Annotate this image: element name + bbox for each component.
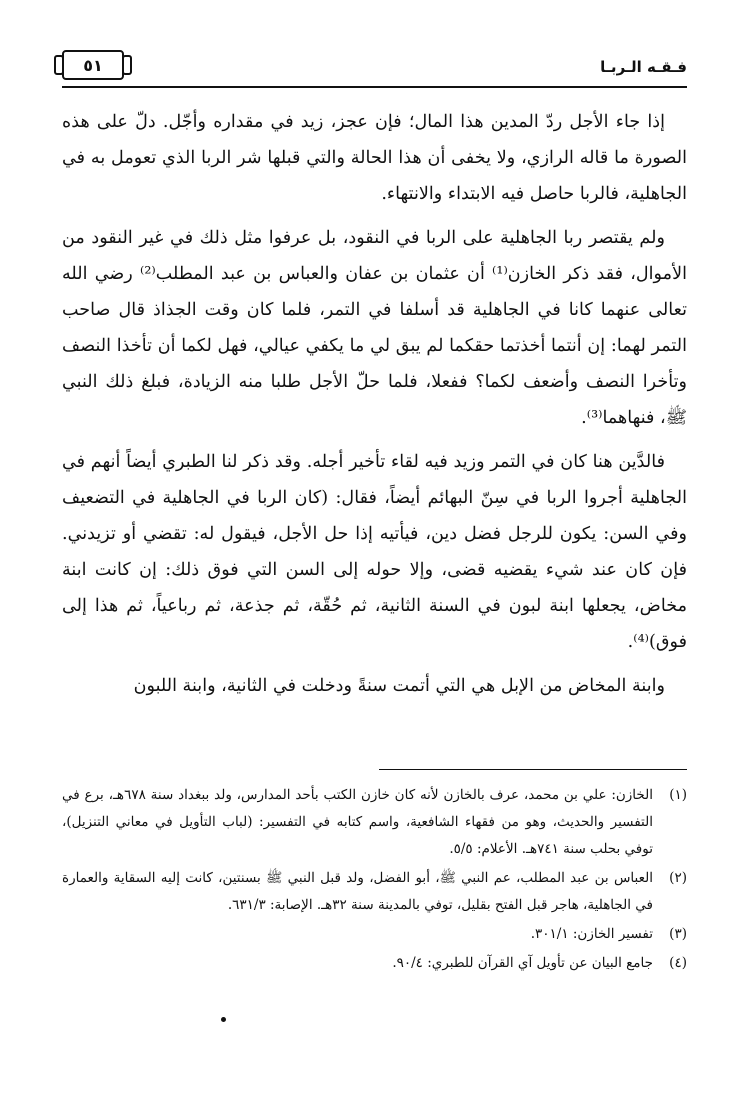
- footnote: [62, 782, 687, 863]
- paragraph: ولم يقتصر ربا الجاهلية على الربا في النقود، بل عرفوا مثل ذلك في غير النقود من الأموال، فقد ذكر الخازن⁽¹⁾ أن عثمان بن عفان والعباس بن عبد المطلب⁽²⁾ رضي الله تعالى عنهما كانا في الجاهلية قد أسلفا في التمر، فلما كان وقت الجذاذ قال صاحب التمر لهما: إن أنتما أخذتما حقكما لم يبق لي ما يكفي عيالي، فهل لكما أن تأخذا النصف وتأخرا النصف وأضعف لكما؟ ففعلا، فلما حلّ الأجل طلبا منه الزيادة، فبلغ ذلك النبي ﷺ، فنهاهما⁽³⁾.: [62, 228, 687, 428]
- footnote-text: الخازن: علي بن محمد، عرف بالخازن لأنه كان خازن الكتب بأحد المدارس، ولد ببغداد سنة ٦٧٨هـ، برع في التفسير والحديث، وهو من فقهاء الشافعية، واسم كتابه في التفسير: (لباب التأويل في معاني التنزيل)، توفي بحلب سنة ٧٤١هـ. الأعلام: ٥/٥.: [62, 787, 654, 857]
- paragraph: إذا جاء الأجل ردّ المدين هذا المال؛ فإن عجز، زيد في مقداره وأجّل. دلّ على هذه الصورة ما قاله الرازي، ولا يخفى أن هذا الحالة والتي قبلها شر الربا الذي تعومل به في الجاهلية، فالربا حاصل فيه الابتداء والانتهاء.: [62, 112, 687, 204]
- footnote: [62, 865, 687, 919]
- paragraph: فالدَّين هنا كان في التمر وزيد فيه لقاء تأخير أجله. وقد ذكر لنا الطبري أيضاً أنهم في الجاهلية أجروا الربا في سِنّ البهائم أيضاً، فقال: (كان الربا في الجاهلية في التضعيف وفي السن: يكون للرجل فضل دين، فيأتيه إذا حل الأجل، فيقول له: تقضي أو تزيدني. فإن كان عند شيء يقضيه قضى، وإلا حوله إلى السن التي فوق ذلك: إن كانت ابنة مخاض، يجعلها ابنة لبون في السنة الثانية، ثم حُقّة، ثم جذعة، ثم رباعياً، ثم هذا إلى فوق)⁽⁴⁾.: [62, 452, 687, 652]
- footnote-number: (٢): [669, 870, 687, 886]
- footnote-text: العباس بن عبد المطلب، عم النبي ﷺ، أبو الفضل، ولد قبل النبي ﷺ بسنتين، كانت إليه السقاية والعمارة في الجاهلية، هاجر قبل الفتح بقليل، توفي بالمدينة سنة ٣٢هـ. الإصابة: ٦٣١/٣.: [62, 870, 653, 913]
- paragraph: وابنة المخاض من الإبل هي التي أتمت سنةً ودخلت في الثانية، وابنة اللبون: [133, 676, 665, 696]
- footnote-number: (١): [669, 787, 688, 803]
- footnote-separator: [379, 769, 687, 770]
- footnotes: [62, 782, 687, 979]
- ink-dot: [221, 1017, 226, 1022]
- running-title: فـقـه الـربـا: [600, 58, 687, 76]
- footnote-number: (٤): [669, 955, 687, 971]
- footnote-text: جامع البيان عن تأويل آي القرآن للطبري: ٩٠/٤.: [392, 955, 653, 971]
- page-number: ٥١: [62, 50, 124, 80]
- footnote-text: تفسير الخازن: ٣٠١/١.: [530, 926, 653, 942]
- footnote-number: (٣): [669, 926, 687, 942]
- footnote: [62, 921, 687, 948]
- header-rule: [62, 86, 687, 88]
- main-text: [62, 104, 687, 712]
- page-header: [62, 44, 687, 88]
- footnote: [62, 950, 687, 977]
